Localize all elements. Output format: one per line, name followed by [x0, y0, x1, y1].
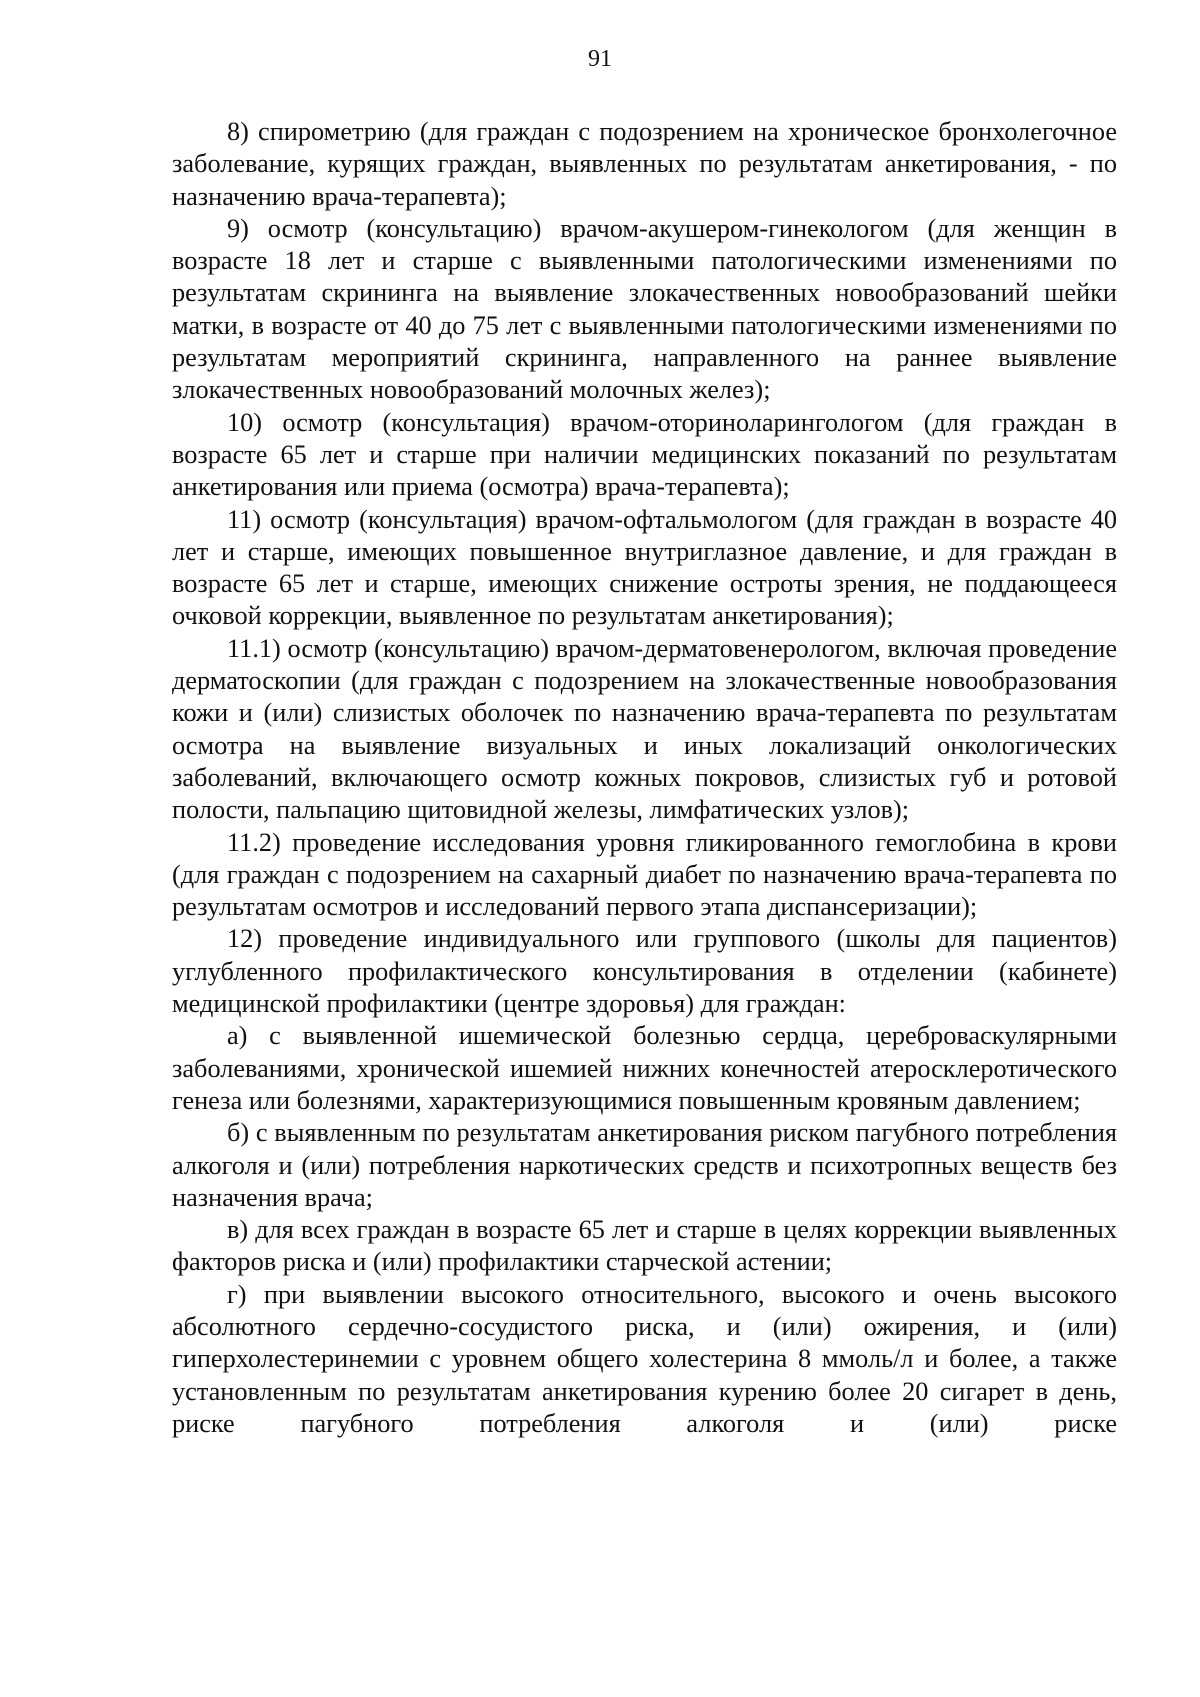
- paragraph-item-11-2: 11.2) проведение исследования уровня гликированного гемоглобина в крови (для граждан с подозрением на сахарный диабет по назначению врача-терапевта по результатам осмотров и исследований первого этапа диспансеризации);: [172, 827, 1117, 922]
- paragraph-subitem-g: г) при выявлении высокого относительного, высокого и очень высокого абсолютного сердечно-сосудистого риска, и (или) ожирения, и (или) гиперхолестеринемии с уровнем общего холестерина 8 ммоль/л и более, а также установленным по результатам анкетирования курению более 20 сигарет в день, риске пагубного потребления алкоголя и (или) риске: [172, 1279, 1117, 1438]
- paragraph-subitem-a: а) с выявленной ишемической болезнью сердца, цереброваскулярными заболеваниями, хронической ишемией нижних конечностей атеросклеротического генеза или болезнями, характеризующимися повышенным кровяным давлением;: [172, 1021, 1117, 1115]
- paragraph-item-9: 9) осмотр (консультацию) врачом-акушером-гинекологом (для женщин в возрасте 18 лет и старше с выявленными патологическими изменениями по результатам скрининга на выявление злокачественных новообразований шейки матки, в возрасте от 40 до 75 лет с выявленными патологическими изменениями по результатам мероприятий скрининга, направленного на раннее выявление злокачественных новообразований молочных желез);: [172, 213, 1117, 405]
- paragraph-subitem-v: в) для всех граждан в возрасте 65 лет и старше в целях коррекции выявленных факторов риска и (или) профилактики старческой астении;: [172, 1215, 1117, 1277]
- paragraph-item-11-1: 11.1) осмотр (консультацию) врачом-дерматовенерологом, включая проведение дерматоскопии (для граждан с подозрением на злокачественные новообразования кожи и (или) слизистых оболочек по назначению врача-терапевта по результатам осмотра на выявление визуальных и иных локализаций онкологических заболеваний, включающего осмотр кожных покровов, слизистых губ и ротовой полости, пальпацию щитовидной железы, лимфатических узлов);: [172, 633, 1117, 825]
- page-number: 91: [588, 46, 612, 72]
- paragraph-subitem-b: б) с выявленным по результатам анкетирования риском пагубного потребления алкоголя и (или) потребления наркотических средств и психотропных веществ без назначения врача;: [172, 1118, 1117, 1212]
- paragraph-item-11: 11) осмотр (консультация) врачом-офтальмологом (для граждан в возрасте 40 лет и старше, имеющих повышенное внутриглазное давление, и для граждан в возрасте 65 лет и старше, имеющих снижение остроты зрения, не поддающееся очковой коррекции, выявленное по результатам анкетирования);: [172, 504, 1117, 631]
- paragraph-item-8: 8) спирометрию (для граждан с подозрением на хроническое бронхолегочное заболевание, курящих граждан, выявленных по результатам анкетирования, - по назначению врача-терапевта);: [172, 117, 1117, 211]
- paragraph-item-12: 12) проведение индивидуального или группового (школы для пациентов) углубленного профилактического консультирования в отделении (кабинете) медицинской профилактики (центре здоровья) для граждан:: [172, 924, 1117, 1019]
- document-body: [172, 116, 1117, 1440]
- paragraph-item-10: 10) осмотр (консультация) врачом-оториноларингологом (для граждан в возрасте 65 лет и старше при наличии медицинских показаний по результатам анкетирования или приема (осмотра) врача-терапевта);: [172, 407, 1117, 502]
